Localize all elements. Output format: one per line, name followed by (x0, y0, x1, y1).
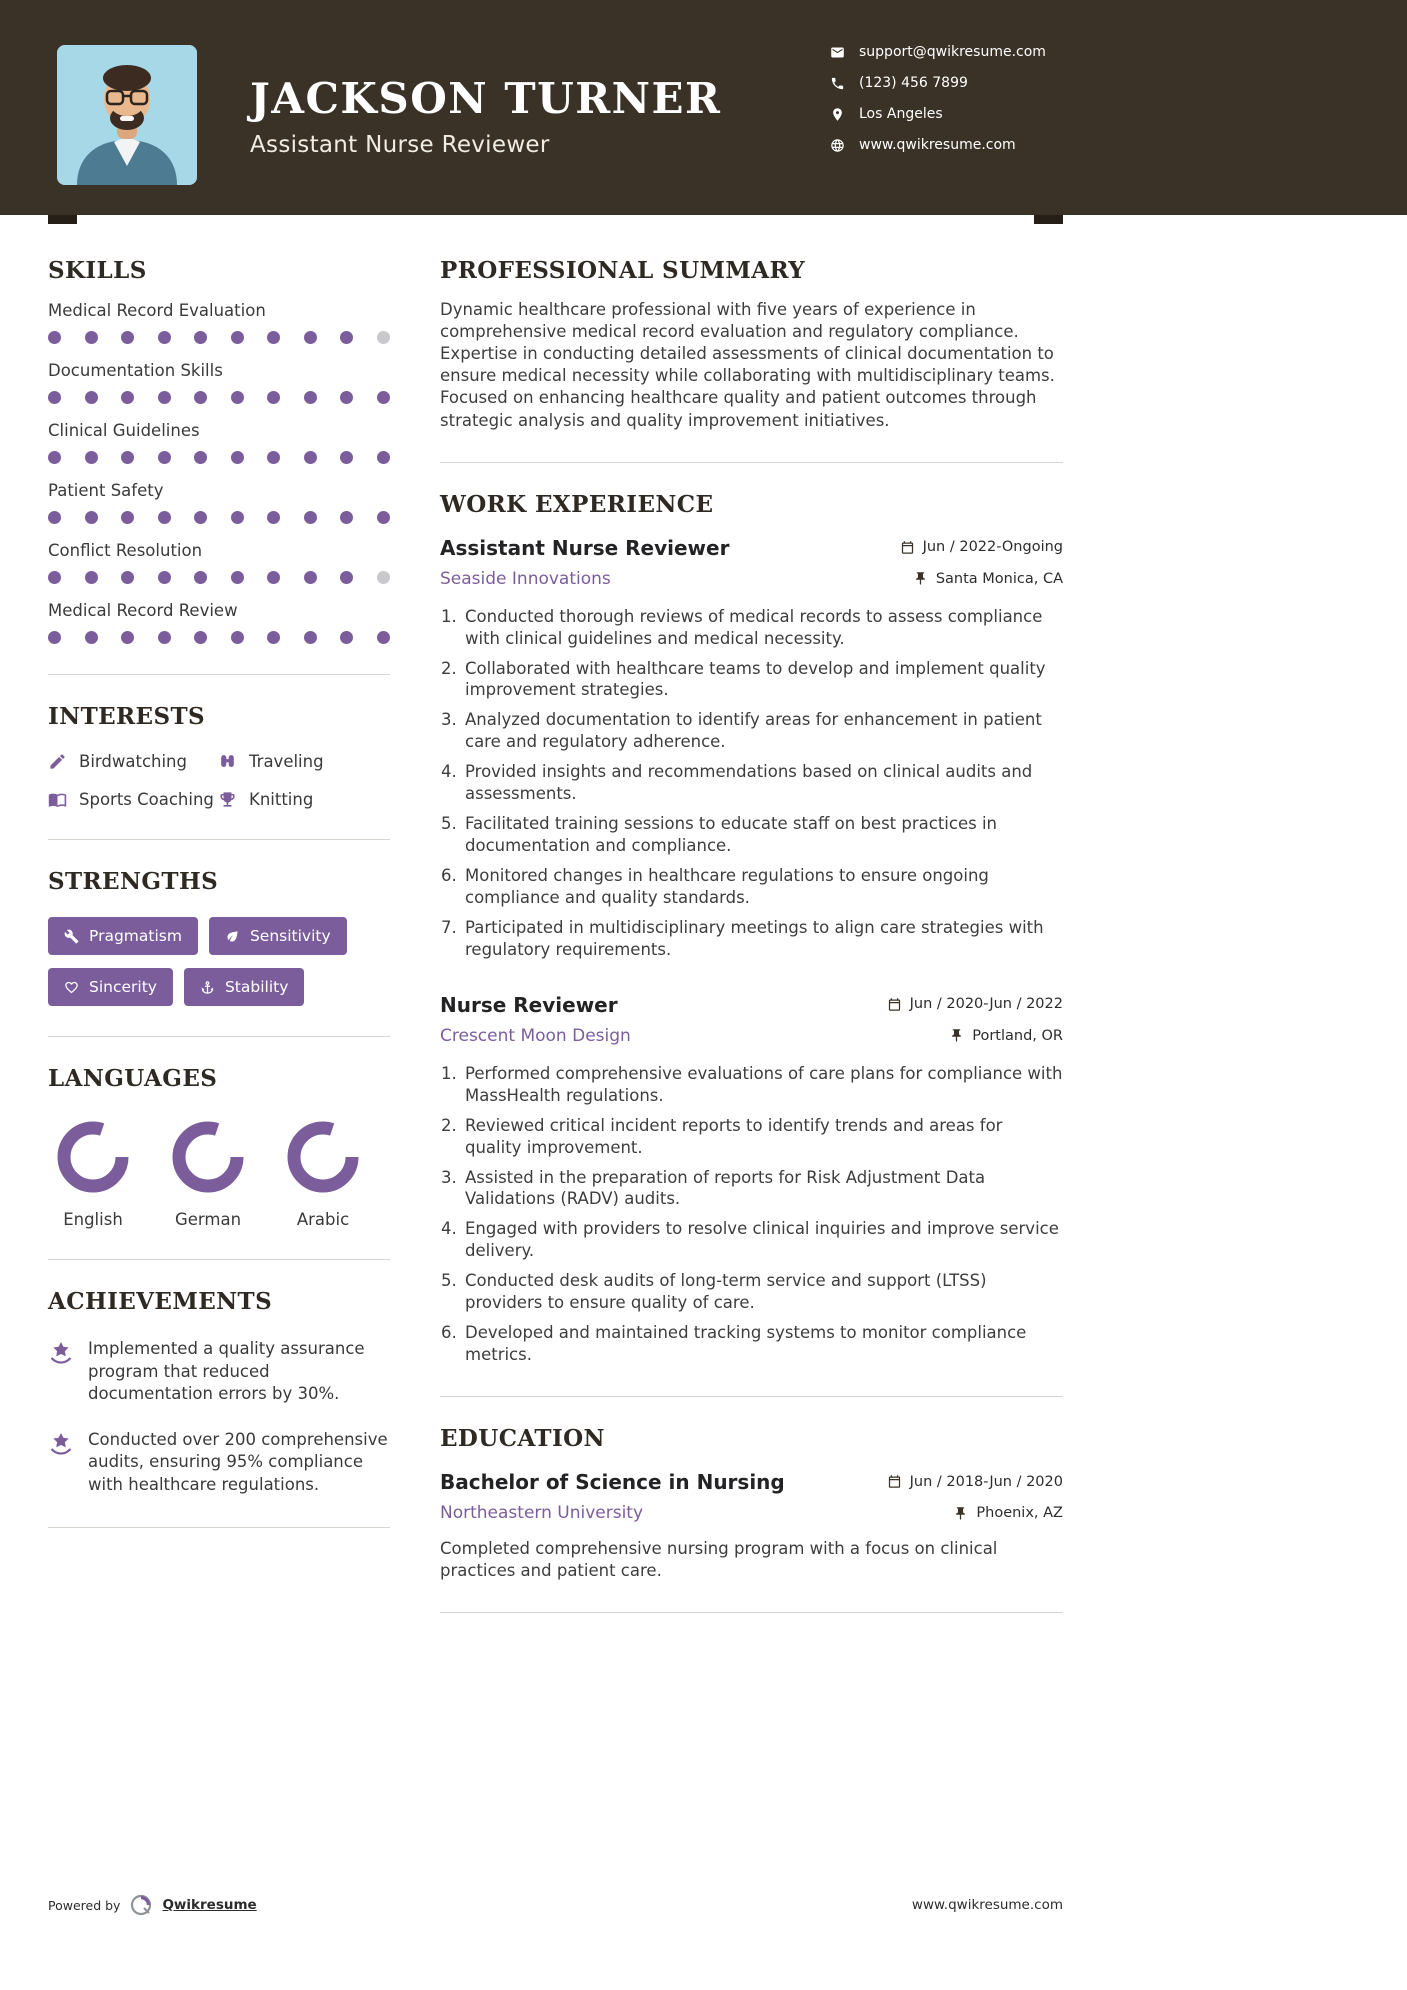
strengths-heading: STRENGTHS (48, 868, 219, 895)
job-dates (900, 539, 1063, 555)
job-bullet: 3. Assisted in the preparation of reports for Risk Adjustment Data Validations (RADV) audits. (462, 1167, 1063, 1211)
strength-label: Sensitivity (249, 927, 331, 945)
job-bullet: 3. Analyzed documentation to identify areas for enhancement in patient care and regulatory adherence. (462, 709, 1063, 753)
contact-website[interactable] (830, 137, 1046, 153)
pin-icon (953, 1506, 968, 1521)
book-icon (48, 790, 67, 809)
achievements-heading: ACHIEVEMENTS (48, 1288, 273, 1315)
experience-entry (440, 536, 1063, 961)
job-bullet: 6. Monitored changes in healthcare regulations to ensure ongoing compliance and quality standards. (462, 865, 1063, 909)
phone-icon (830, 76, 845, 91)
achievement-item (48, 1338, 390, 1406)
location-icon (830, 107, 845, 122)
interest-label: Sports Coaching (79, 790, 214, 809)
binoculars-icon (218, 752, 237, 771)
summary-heading: PROFESSIONAL SUMMARY (440, 257, 806, 284)
skill-rating-dots (48, 631, 390, 644)
language-item (169, 1118, 247, 1229)
education-heading: EDUCATION (440, 1425, 605, 1453)
interest-item (48, 752, 218, 771)
contact-location-text: Los Angeles (859, 106, 943, 122)
skill-rating-dots (48, 331, 390, 344)
language-item (54, 1118, 132, 1229)
skill-name: Clinical Guidelines (48, 421, 200, 440)
education-entry (440, 1470, 1063, 1582)
skill-rating-dots (48, 571, 390, 584)
candidate-name: JACKSON TURNER (250, 74, 722, 123)
job-location-text: Santa Monica, CA (935, 570, 1063, 587)
pin-icon (949, 1028, 964, 1043)
job-title: Assistant Nurse Reviewer (440, 535, 730, 560)
main-column (440, 215, 1063, 1641)
languages-list (48, 1118, 390, 1229)
language-item (284, 1118, 362, 1229)
education-location (953, 1505, 1063, 1521)
interests-heading: INTERESTS (48, 703, 206, 730)
section-divider (48, 674, 390, 675)
globe-icon (830, 138, 845, 153)
header (0, 0, 1407, 215)
achievement-star-icon (48, 1340, 74, 1366)
summary-text: Dynamic healthcare professional with five years of experience in comprehensive medical record evaluation and regulatory compliance. Expertise in conducting detailed assessments of clinical documentation to ensure medical necessity while collaborating with multidisciplinary teams. Focused on enhancing healthcare quality and patient outcomes through strategic analysis and quality improvement initiatives. (440, 300, 1055, 430)
strength-label: Pragmatism (89, 927, 182, 945)
job-title: Nurse Reviewer (440, 992, 618, 1017)
sidebar-column (48, 215, 390, 1556)
job-bullet: 2. Reviewed critical incident reports to identify trends and areas for quality improvement. (462, 1115, 1063, 1159)
job-location-text: Portland, OR (972, 1027, 1063, 1044)
candidate-title: Assistant Nurse Reviewer (250, 132, 550, 158)
job-bullet-list (440, 606, 1063, 961)
language-label: Arabic (296, 1210, 350, 1229)
wrench-icon (64, 929, 79, 944)
skill-item (48, 541, 390, 584)
contact-phone-text: (123) 456 7899 (859, 75, 968, 91)
interest-label: Birdwatching (79, 752, 187, 771)
calendar-icon (900, 540, 915, 555)
achievement-text: Implemented a quality assurance program that reduced documentation errors by 30%. (88, 1339, 365, 1404)
contact-phone[interactable] (830, 75, 1046, 91)
calendar-icon (887, 997, 902, 1012)
strength-badge (48, 968, 173, 1006)
job-bullet: 5. Conducted desk audits of long-term service and support (LTSS) providers to ensure quality of care. (462, 1270, 1063, 1314)
avatar-illustration (57, 45, 197, 185)
language-label: English (63, 1210, 123, 1229)
strength-badge (184, 968, 304, 1006)
section-divider (48, 839, 390, 840)
strengths-list (48, 917, 390, 1006)
contact-list (830, 44, 1046, 168)
job-bullet: 4. Engaged with providers to resolve clinical inquiries and improve service delivery. (462, 1218, 1063, 1262)
skill-item (48, 301, 390, 344)
language-level-ring (284, 1118, 362, 1196)
achievement-text: Conducted over 200 comprehensive audits, ensuring 95% compliance with healthcare regulations. (88, 1429, 388, 1494)
interest-label: Traveling (249, 752, 324, 771)
skill-item (48, 361, 390, 404)
contact-location[interactable] (830, 106, 1046, 122)
job-location (913, 571, 1063, 587)
job-bullet: 2. Collaborated with healthcare teams to develop and implement quality improvement strategies. (462, 658, 1063, 702)
section-divider (48, 1259, 390, 1260)
interests-list (48, 752, 390, 809)
leaf-icon (225, 929, 240, 944)
profile-photo (57, 45, 197, 185)
skill-item (48, 421, 390, 464)
strength-label: Sincerity (89, 978, 157, 996)
education-dates-text: Jun / 2018-Jun / 2020 (909, 1473, 1063, 1490)
anchor-icon (200, 980, 215, 995)
job-bullet: 1. Conducted thorough reviews of medical records to assess compliance with clinical guidelines and medical necessity. (462, 606, 1063, 650)
job-location (949, 1028, 1063, 1044)
powered-by (48, 1893, 257, 1917)
skill-name: Medical Record Review (48, 601, 238, 620)
school-name: Northeastern University (440, 1503, 644, 1524)
job-bullet: 7. Participated in multidisciplinary meetings to align care strategies with regulatory requirements. (462, 917, 1063, 961)
section-divider (440, 1396, 1063, 1397)
contact-email[interactable] (830, 44, 1046, 60)
heart-icon (64, 980, 79, 995)
skill-rating-dots (48, 451, 390, 464)
qwikresume-logo-icon (129, 1893, 153, 1917)
interest-label: Knitting (249, 790, 314, 809)
trophy-icon (218, 790, 237, 809)
calendar-icon (887, 1474, 902, 1489)
job-bullet: 1. Performed comprehensive evaluations of care plans for compliance with MassHealth regulations. (462, 1063, 1063, 1107)
job-dates-text: Jun / 2020-Jun / 2022 (909, 996, 1063, 1013)
job-bullet: 6. Developed and maintained tracking systems to monitor compliance metrics. (462, 1322, 1063, 1366)
section-divider (440, 1612, 1063, 1613)
interest-item (218, 790, 390, 809)
pencil-icon (48, 752, 67, 771)
footer-website-link[interactable]: www.qwikresume.com (911, 1897, 1063, 1913)
strength-badge (48, 917, 198, 955)
experience-heading: WORK EXPERIENCE (440, 490, 714, 518)
skill-name: Patient Safety (48, 481, 164, 500)
job-bullet: 5. Facilitated training sessions to educate staff on best practices in documentation and compliance. (462, 813, 1063, 857)
job-bullet: 4. Provided insights and recommendations based on clinical audits and assessments. (462, 761, 1063, 805)
contact-email-text: support@qwikresume.com (859, 44, 1046, 60)
qwikresume-brand-link[interactable]: Qwikresume (162, 1897, 257, 1913)
skill-name: Conflict Resolution (48, 541, 203, 560)
section-divider (440, 462, 1063, 463)
achievement-star-icon (48, 1431, 74, 1457)
skill-item (48, 601, 390, 644)
skill-item (48, 481, 390, 524)
education-description: Completed comprehensive nursing program with a focus on clinical practices and patient care. (440, 1539, 998, 1581)
language-label: German (174, 1210, 242, 1229)
education-location-text: Phoenix, AZ (976, 1505, 1063, 1522)
achievement-item (48, 1429, 390, 1497)
section-divider (48, 1036, 390, 1037)
skills-heading: SKILLS (48, 257, 147, 284)
footer (48, 1893, 1063, 1917)
job-dates (887, 996, 1063, 1012)
skill-rating-dots (48, 511, 390, 524)
strength-label: Stability (224, 978, 289, 996)
pin-icon (913, 571, 928, 586)
contact-website-text: www.qwikresume.com (859, 137, 1016, 153)
language-level-ring (169, 1118, 247, 1196)
languages-heading: LANGUAGES (48, 1065, 218, 1092)
skill-name: Documentation Skills (48, 361, 223, 380)
company-name: Crescent Moon Design (440, 1025, 631, 1046)
degree-title: Bachelor of Science in Nursing (440, 1470, 785, 1495)
language-level-ring (54, 1118, 132, 1196)
experience-entry (440, 993, 1063, 1366)
interest-item (218, 752, 390, 771)
job-dates-text: Jun / 2022-Ongoing (922, 539, 1063, 556)
skill-rating-dots (48, 391, 390, 404)
job-bullet-list (440, 1063, 1063, 1366)
company-name: Seaside Innovations (440, 568, 611, 589)
strength-badge (209, 917, 347, 955)
email-icon (830, 45, 845, 60)
education-dates (887, 1474, 1063, 1490)
section-divider (48, 1527, 390, 1528)
powered-by-label: Powered by (48, 1897, 121, 1913)
interest-item (48, 790, 218, 809)
skill-name: Medical Record Evaluation (48, 301, 266, 320)
